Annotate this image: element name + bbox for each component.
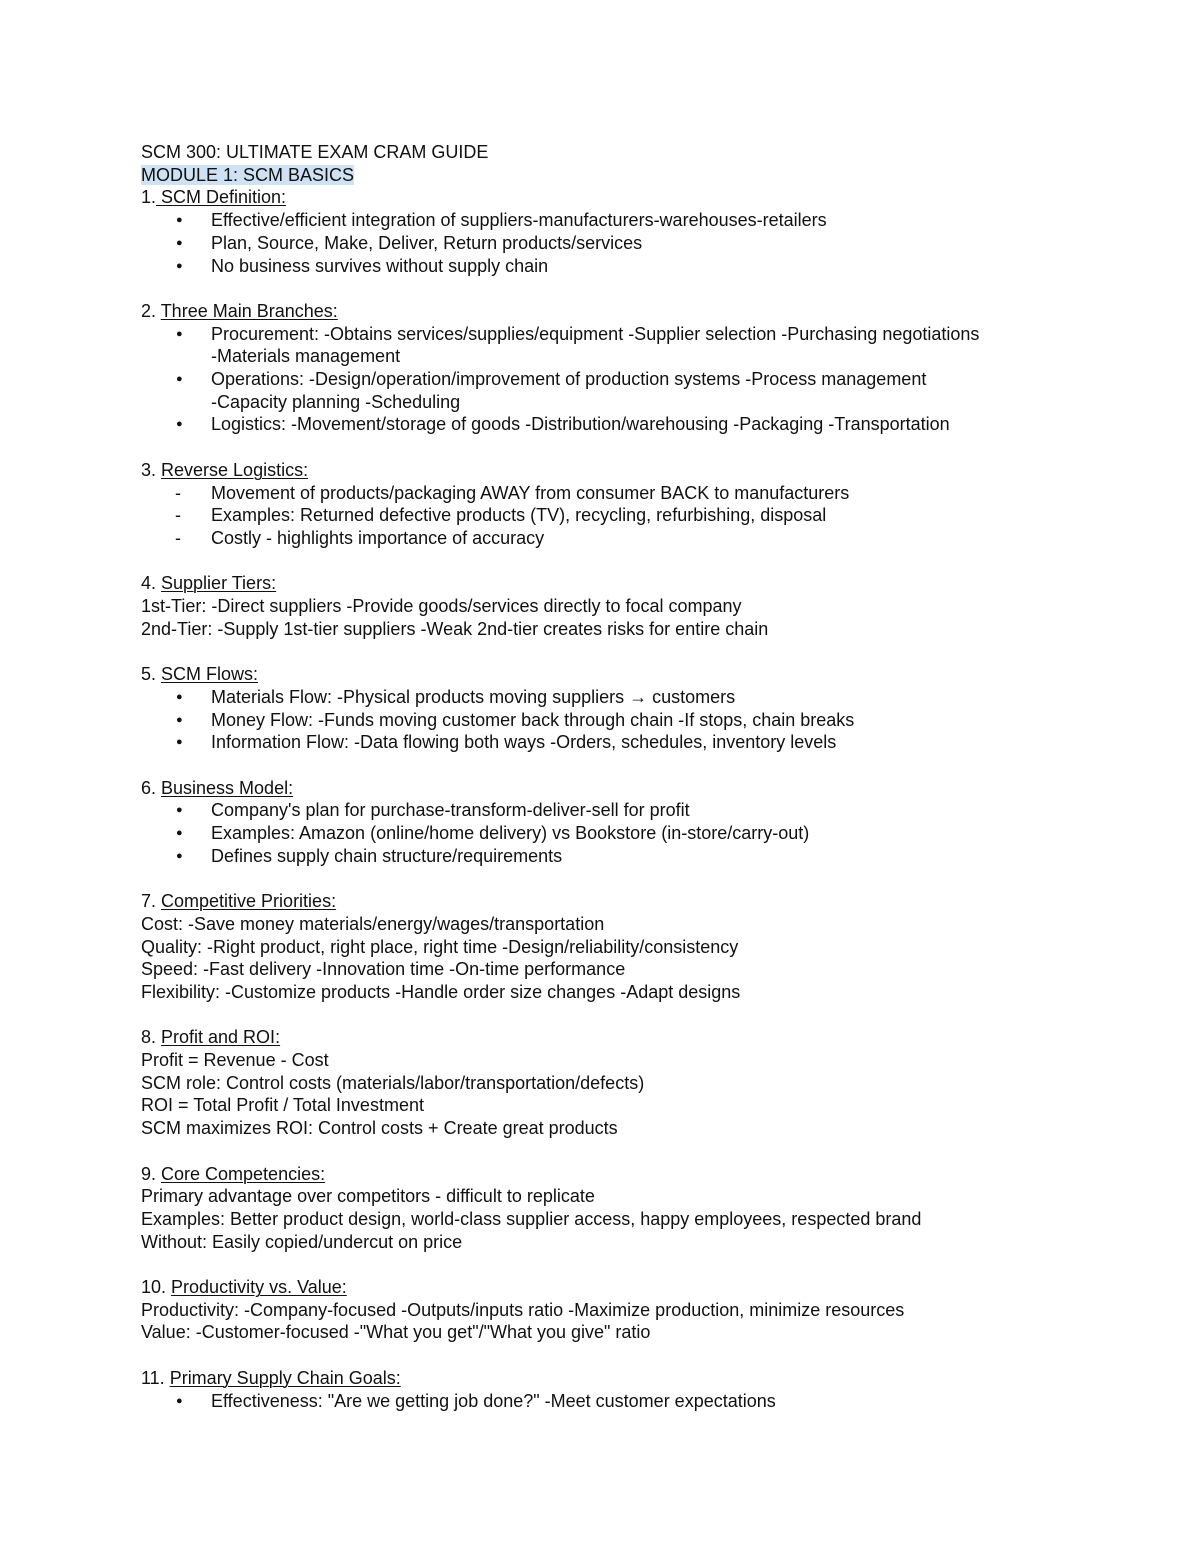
section-heading-text: Supplier Tiers: [161,573,277,594]
list-item [141,527,1141,550]
list-item-text: ● Defines supply chain structure/requirements [211,845,563,866]
section-heading [141,1367,1141,1390]
section-number: 7. [141,891,162,912]
section-heading [141,1026,1141,1049]
section-number: 9. [141,1163,162,1184]
section-heading [141,186,1141,209]
section-number: 8. [141,1027,162,1048]
section-number: 11. [141,1367,170,1388]
section-heading-text: Three Main Branches: [160,300,338,321]
list-item [141,845,1141,868]
list-item [141,504,1141,527]
section-heading [141,459,1141,482]
bullet-list [141,686,1141,754]
section-heading-text: SCM Flows: [161,664,259,685]
text-line: ROI = Total Profit / Total Investment [141,1095,424,1116]
section-heading-text: SCM Definition: [156,187,287,208]
section-7 [141,890,1141,1004]
section-heading [141,1276,1141,1299]
section-5 [141,663,1141,754]
section-heading-text: Reverse Logistics: [161,459,309,480]
list-item-text: -Materials management [211,346,401,367]
text-line: Value: -Customer-focused -"What you get"/"What you give" ratio [141,1322,651,1343]
text-line: SCM role: Control costs (materials/labor/transportation/defects) [141,1072,645,1093]
text-line: Profit = Revenue - Cost [141,1050,329,1071]
text-line: Primary advantage over competitors - difficult to replicate [141,1186,595,1207]
list-item-text: ● Information Flow: -Data flowing both ways -Orders, schedules, inventory levels [211,732,837,753]
text-line: Speed: -Fast delivery -Innovation time -On-time performance [141,959,626,980]
section-number: 4. [141,573,162,594]
section-heading [141,572,1141,595]
section-1 [141,186,1141,277]
section-heading [141,777,1141,800]
list-item-text: ● Money Flow: -Funds moving customer back through chain -If stops, chain breaks [211,709,855,730]
list-item [141,482,1141,505]
list-item-text: ● Effective/efficient integration of suppliers-manufacturers-warehouses-retailers [211,210,827,231]
blank-line [141,867,1141,890]
section-2 [141,300,1141,436]
section-heading-text: Competitive Priorities: [161,891,337,912]
text-line: SCM maximizes ROI: Control costs + Create great products [141,1118,618,1139]
text-line: 1st-Tier: -Direct suppliers -Provide goods/services directly to focal company [141,596,742,617]
module-heading [141,164,1141,187]
list-item-text: ● Company's plan for purchase-transform-deliver-sell for profit [211,800,690,821]
blank-line [141,277,1141,300]
section-3 [141,459,1141,550]
blank-line [141,550,1141,573]
sections-container [141,186,1141,1412]
section-heading-text: Profit and ROI: [161,1027,281,1048]
list-item [141,799,1141,822]
list-item [141,323,1141,368]
list-item-text: ● Logistics: -Movement/storage of goods -Distribution/warehousing -Packaging -Transportation [211,414,950,435]
list-item [141,686,1141,709]
section-heading-text: Business Model: [161,777,294,798]
list-item-text: ● Plan, Source, Make, Deliver, Return products/services [211,232,643,253]
list-item-text: ● Procurement: -Obtains services/supplies/equipment -Supplier selection -Purchasing negotiations [211,323,980,344]
text-line: Productivity: -Company-focused -Outputs/inputs ratio -Maximize production, minimize resources [141,1299,905,1320]
bullet-list [141,323,1141,437]
document-page [141,141,1141,1412]
section-heading [141,1163,1141,1186]
blank-line [141,640,1141,663]
blank-line [141,1004,1141,1027]
list-item [141,368,1141,413]
section-4 [141,572,1141,640]
blank-line [141,436,1141,459]
list-item-text: - Examples: Returned defective products (TV), recycling, refurbishing, disposal [211,505,827,526]
list-item [141,822,1141,845]
bullet-list [141,1390,1141,1413]
list-item [141,209,1141,232]
section-number: 1. [141,187,157,208]
section-6 [141,777,1141,868]
section-number: 10. [141,1277,172,1298]
list-item [141,413,1141,436]
text-line: 2nd-Tier: -Supply 1st-tier suppliers -Weak 2nd-tier creates risks for entire chain [141,618,769,639]
section-heading [141,890,1141,913]
list-item-text: ● No business survives without supply chain [211,255,549,276]
text-line: Flexibility: -Customize products -Handle order size changes -Adapt designs [141,981,741,1002]
list-item [141,232,1141,255]
list-item [141,731,1141,754]
section-heading-text: Productivity vs. Value: [171,1277,347,1298]
bullet-list [141,799,1141,867]
section-heading [141,663,1141,686]
section-heading [141,300,1141,323]
list-item-text: ● Examples: Amazon (online/home delivery) vs Bookstore (in-store/carry-out) [211,823,810,844]
section-number: 2. [141,300,161,321]
section-8 [141,1026,1141,1140]
section-heading-text: Core Competencies: [161,1163,326,1184]
document-title: SCM 300: ULTIMATE EXAM CRAM GUIDE [141,142,489,162]
bullet-list [141,209,1141,277]
section-9 [141,1163,1141,1254]
list-item-text: -Capacity planning -Scheduling [211,391,461,412]
text-line: Examples: Better product design, world-class supplier access, happy employees, respected brand [141,1208,922,1229]
blank-line [141,1140,1141,1163]
list-item-text: ● Materials Flow: -Physical products moving suppliers → customers [211,686,736,707]
list-item [141,1390,1141,1413]
section-number: 5. [141,664,162,685]
list-item-text: ● Operations: -Design/operation/improvement of production systems -Process management [211,369,927,390]
blank-line [141,754,1141,777]
text-line: Quality: -Right product, right place, right time -Design/reliability/consistency [141,936,739,957]
blank-line [141,1344,1141,1367]
dash-list [141,482,1141,550]
section-10 [141,1276,1141,1344]
list-item-text: - Movement of products/packaging AWAY from consumer BACK to manufacturers [211,482,850,503]
section-11 [141,1367,1141,1412]
list-item [141,255,1141,278]
list-item-text: - Costly - highlights importance of accuracy [211,527,545,548]
section-number: 6. [141,777,162,798]
list-item-text: ● Effectiveness: "Are we getting job done?" -Meet customer expectations [211,1390,776,1411]
text-line: Without: Easily copied/undercut on price [141,1231,463,1252]
section-heading-text: Primary Supply Chain Goals: [169,1367,401,1388]
module-heading-text: MODULE 1: SCM BASICS [141,164,355,185]
section-number: 3. [141,459,162,480]
blank-line [141,1253,1141,1276]
text-line: Cost: -Save money materials/energy/wages/transportation [141,913,605,934]
list-item [141,709,1141,732]
